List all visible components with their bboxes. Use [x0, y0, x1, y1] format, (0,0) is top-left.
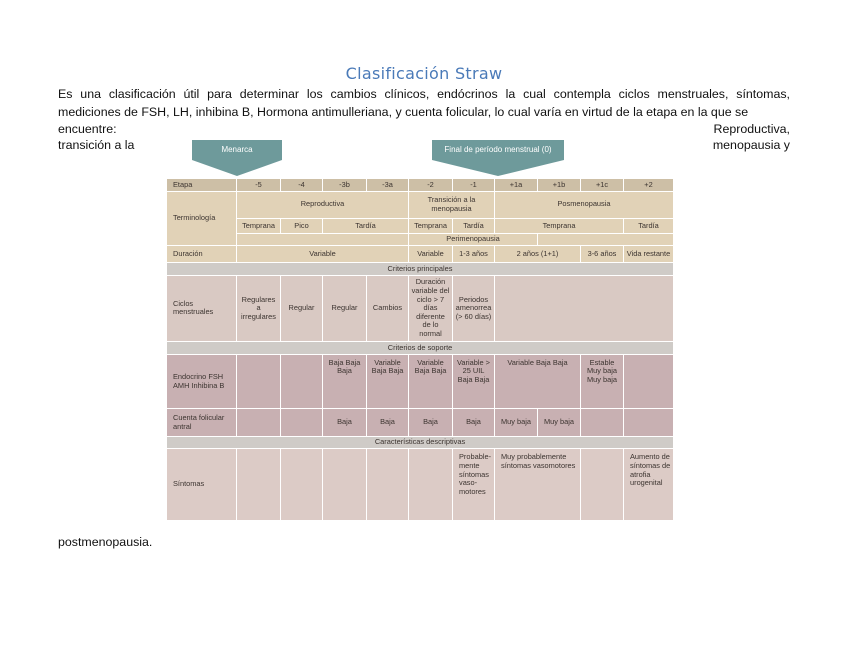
- endocrino-1ab: Variable Baja Baja: [495, 354, 581, 409]
- temprana-cell: Temprana: [409, 218, 453, 233]
- muy-baja-cell: Muy baja: [538, 409, 581, 436]
- cuenta-folicular-label: Cuenta folicular antral: [167, 409, 237, 436]
- empty-cell: [367, 449, 409, 521]
- duracion-label: Duración: [167, 246, 237, 263]
- empty-cell: [581, 449, 624, 521]
- stage-cell: -2: [409, 179, 453, 192]
- intro-line-right: Reproductiva,: [713, 122, 790, 136]
- variable-cell: Variable: [237, 246, 409, 263]
- temprana-cell: Temprana: [237, 218, 281, 233]
- sintomas-1ab: Muy probablemente síntomas vasomotores: [495, 449, 581, 521]
- sintomas-label: Síntomas: [167, 449, 237, 521]
- empty-cell: [281, 449, 323, 521]
- ciclos-label: Ciclos menstruales: [167, 275, 237, 341]
- page-title: Clasificación Straw: [345, 64, 503, 83]
- vida-restante-cell: Vida restante: [624, 246, 674, 263]
- sintomas-m1: Probable-mente síntomas vaso-motores: [453, 449, 495, 521]
- stage-cell: +1c: [581, 179, 624, 192]
- temprana-cell: Temprana: [495, 218, 624, 233]
- endocrino-m1: Variable > 25 UIL Baja Baja: [453, 354, 495, 409]
- regulares-irregulares-cell: Regulares a irregulares: [237, 275, 281, 341]
- intro-paragraph: Es una clasificación útil para determinar los cambios clínicos, endócrinos la cual contempla ciclos menstruales, síntomas, mediciones de FSH, LH, inhibina B, Hormona antimulleriana, y cuenta folicular, lo cual varía en virtud de la etapa en la que se: [58, 87, 790, 119]
- menarca-arrow: [192, 160, 282, 176]
- tardia-cell: Tardía: [624, 218, 674, 233]
- menarca-callout: Menarca: [192, 140, 282, 160]
- posmenopausia-header: Posmenopausia: [495, 191, 674, 218]
- baja-cell: Baja: [323, 409, 367, 436]
- endocrino-3b: Baja Baja Baja: [323, 354, 367, 409]
- tardia-cell: Tardía: [453, 218, 495, 233]
- reproductiva-header: Reproductiva: [237, 191, 409, 218]
- empty-cell: [323, 449, 367, 521]
- stage-cell: -3a: [367, 179, 409, 192]
- empty-cell: [581, 409, 624, 436]
- empty-cell: [624, 409, 674, 436]
- regular-cell: Regular: [281, 275, 323, 341]
- stage-cell: -1: [453, 179, 495, 192]
- empty-cell: [237, 449, 281, 521]
- baja-cell: Baja: [367, 409, 409, 436]
- empty-cell: [538, 233, 674, 246]
- empty-cell: [409, 449, 453, 521]
- baja-cell: Baja: [409, 409, 453, 436]
- duracion-2-anos: 2 años (1+1): [495, 246, 581, 263]
- empty-cell: [237, 409, 281, 436]
- endocrino-label: Endocrino FSH AMH Inhibina B: [167, 354, 237, 409]
- etapa-label: Etapa: [167, 179, 237, 192]
- stage-cell: -3b: [323, 179, 367, 192]
- terminologia-label: Terminología: [167, 191, 237, 246]
- duracion-3-6: 3-6 años: [581, 246, 624, 263]
- endocrino-m2: Variable Baja Baja: [409, 354, 453, 409]
- muy-baja-cell: Muy baja: [495, 409, 538, 436]
- stage-cell: +1a: [495, 179, 538, 192]
- empty-cell: [281, 409, 323, 436]
- straw-table: [166, 178, 674, 521]
- stage-cell: +2: [624, 179, 674, 192]
- cambios-cell: Cambios: [367, 275, 409, 341]
- stage-cell: +1b: [538, 179, 581, 192]
- transicion-header: Transición a la menopausia: [409, 191, 495, 218]
- sintomas-2: Aumento de síntomas de atrofia urogenital: [624, 449, 674, 521]
- empty-cell: [237, 354, 281, 409]
- tardia-cell: Tardía: [323, 218, 409, 233]
- intro-line-left: encuentre:: [58, 122, 117, 136]
- baja-cell: Baja: [453, 409, 495, 436]
- pico-cell: Pico: [281, 218, 323, 233]
- empty-cell: [281, 354, 323, 409]
- stage-cell: -5: [237, 179, 281, 192]
- caracteristicas-header: Características descriptivas: [167, 436, 674, 449]
- empty-cell: [495, 275, 674, 341]
- final-period-arrow: [432, 160, 564, 176]
- duracion-variable-cell: Duración variable del ciclo > 7 días diferente de lo normal: [409, 275, 453, 341]
- regular-cell: Regular: [323, 275, 367, 341]
- duracion-1-3: 1-3 años: [453, 246, 495, 263]
- intro-line2-left: transición a la: [58, 138, 135, 152]
- closing-text: postmenopausia.: [58, 535, 153, 549]
- endocrino-1c: Estable Muy baja Muy baja: [581, 354, 624, 409]
- criterios-principales-header: Criterios principales: [167, 263, 674, 276]
- intro-line2-right: menopausia y: [712, 138, 790, 152]
- endocrino-3a: Variable Baja Baja: [367, 354, 409, 409]
- stage-cell: -4: [281, 179, 323, 192]
- empty-cell: [624, 354, 674, 409]
- amenorrea-cell: Periodos amenorrea (> 60 días): [453, 275, 495, 341]
- final-period-callout: Final de período menstrual (0): [432, 140, 564, 160]
- variable-cell: Variable: [409, 246, 453, 263]
- perimenopausia-cell: Perimenopausia: [409, 233, 538, 246]
- criterios-soporte-header: Criterios de soporte: [167, 342, 674, 355]
- empty-cell: [237, 233, 409, 246]
